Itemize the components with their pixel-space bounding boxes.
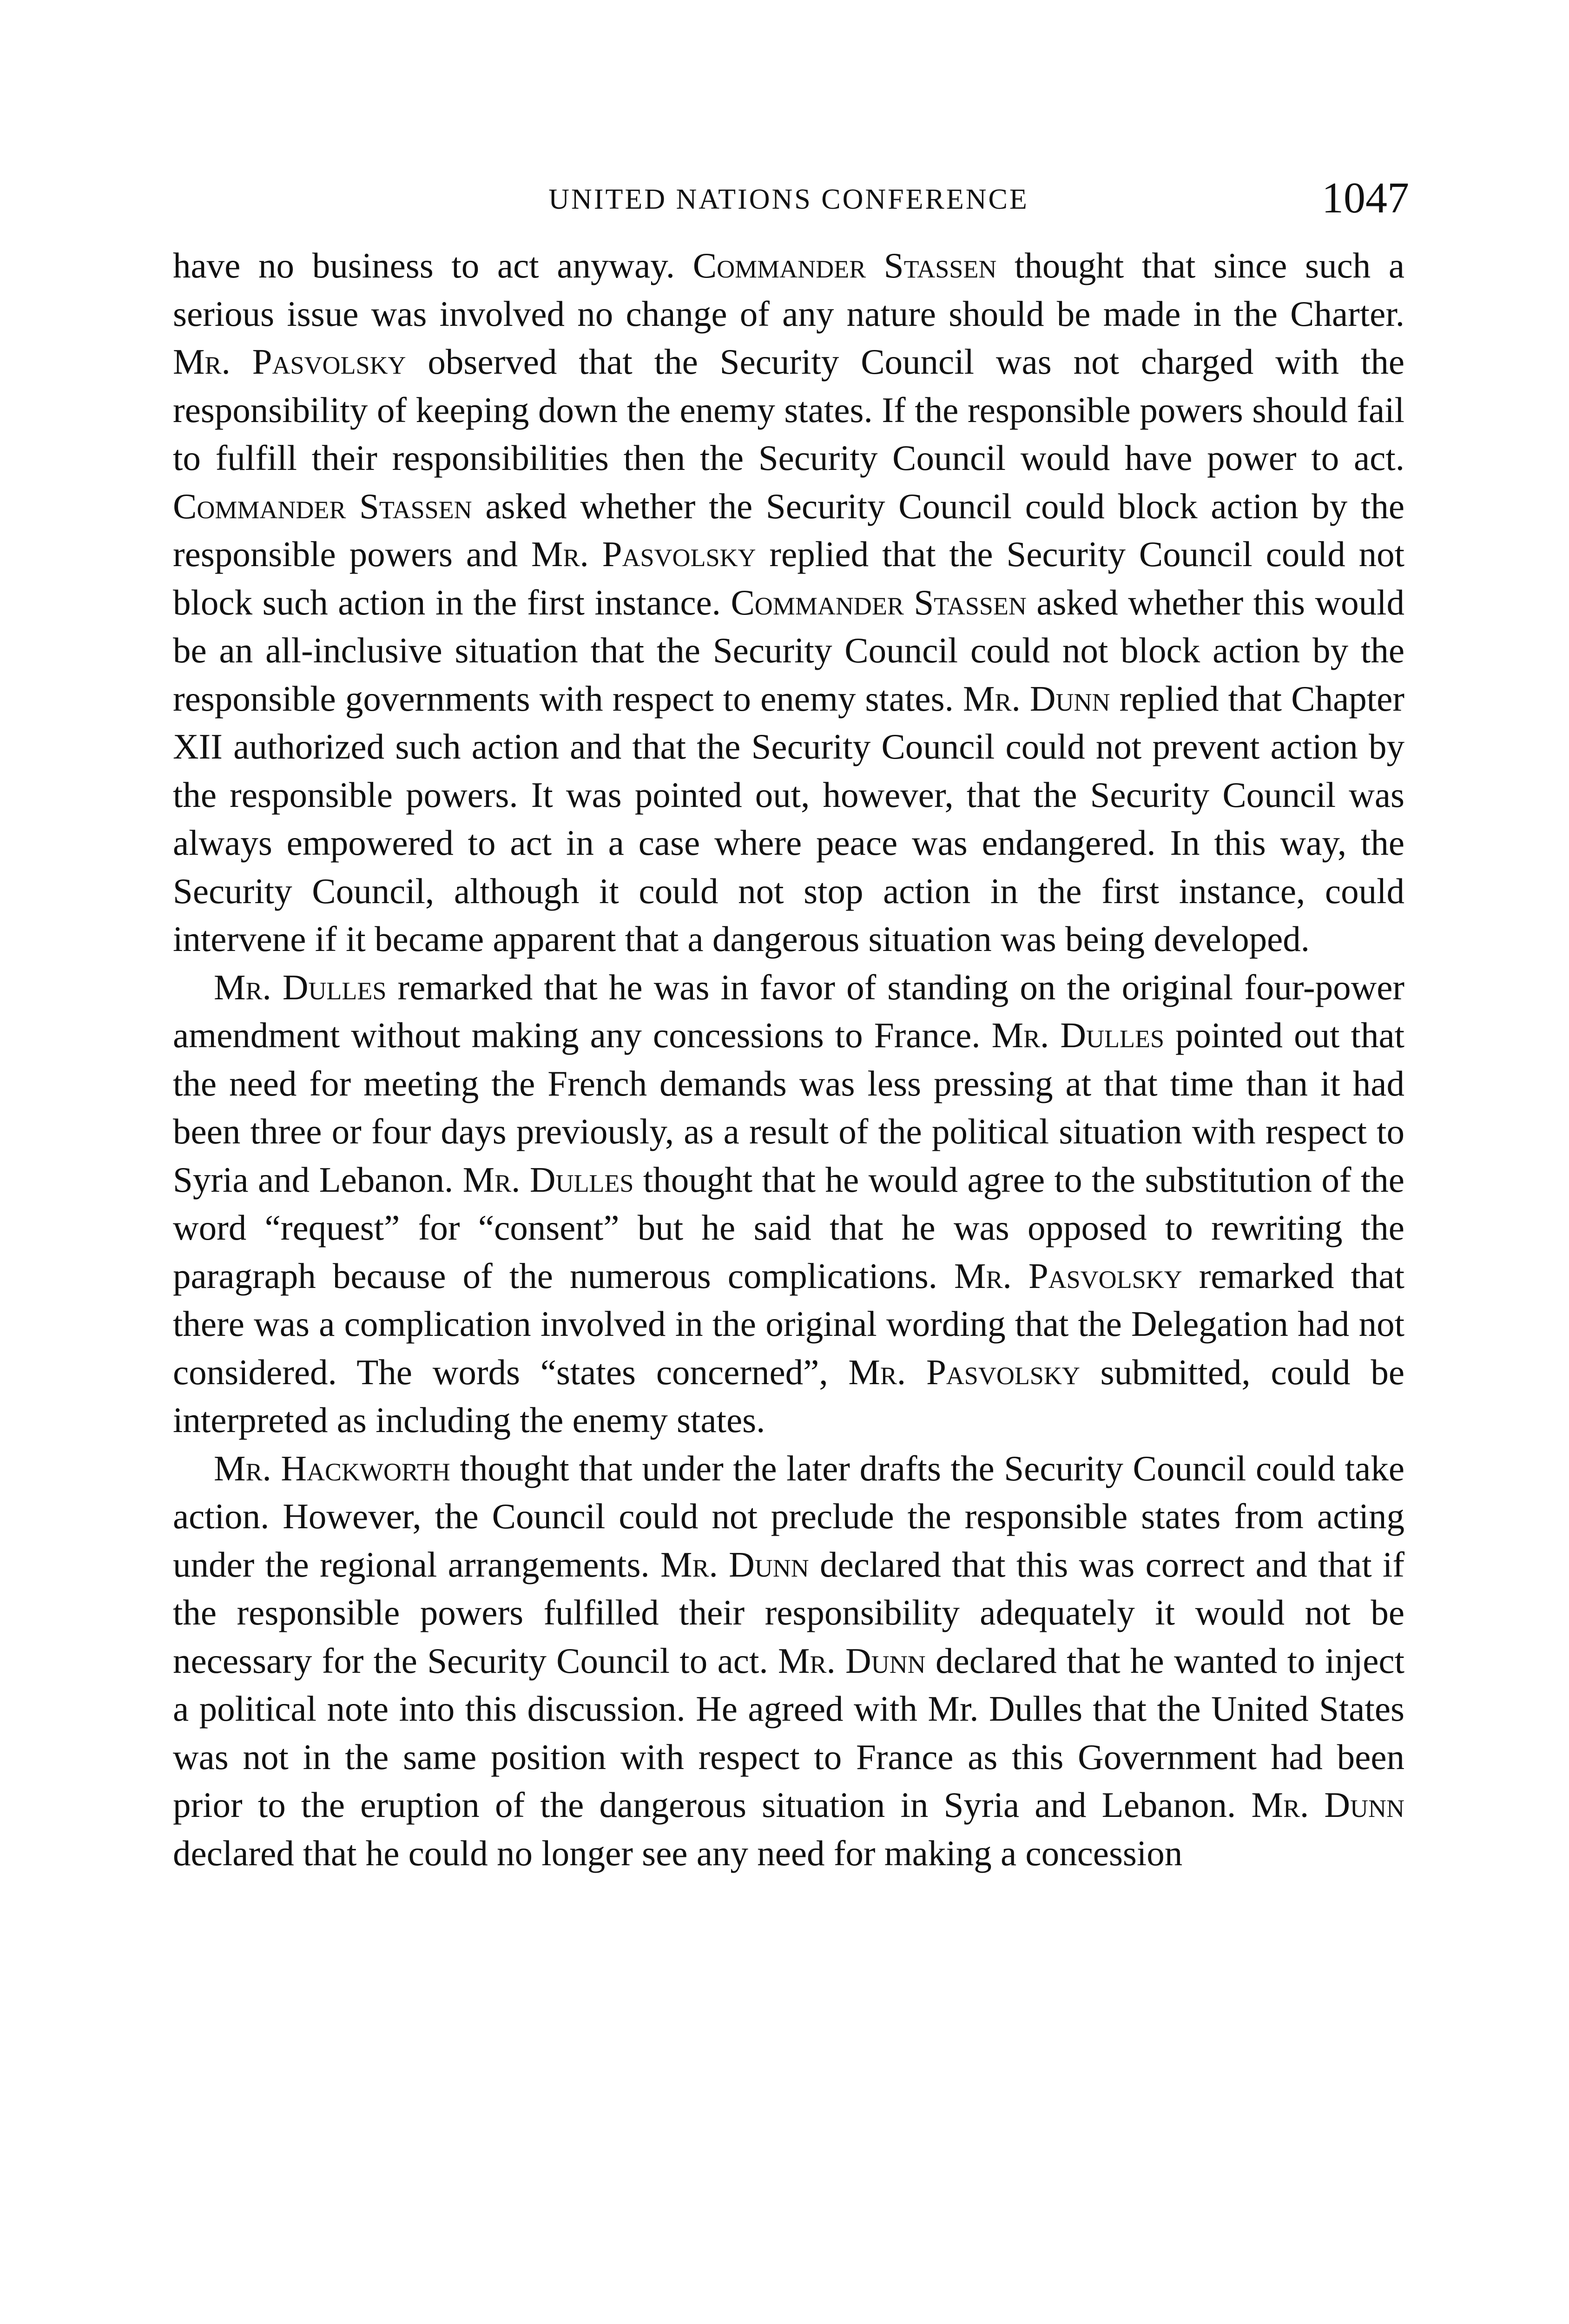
text-run: thought that since such a serious issue was involved no change of any nature should be made in the Charter. (173, 245, 1404, 334)
text-run: declared that he could no longer see any need for making a concession (173, 1833, 1183, 1873)
text-run: have no business to act anyway. (173, 245, 693, 285)
speaker-name: Mr. Hackworth (214, 1448, 450, 1488)
speaker-name: Mr. Dulles (991, 1015, 1164, 1055)
speaker-name: Commander Stassen (173, 486, 472, 526)
speaker-name: Mr. Dulles (462, 1159, 634, 1200)
speaker-name: Mr. Dulles (214, 967, 387, 1007)
speaker-name: Mr. Dunn (660, 1544, 809, 1585)
page-number: 1047 (1322, 174, 1409, 222)
text-run: declared that this was correct and that if the responsible powers fulfilled their responsibility adequately it would not be necessary for the Security Council to act. (173, 1544, 1404, 1681)
speaker-name: Mr. Pasvolsky (531, 534, 756, 574)
speaker-name: Mr. Pasvolsky (954, 1255, 1182, 1296)
text-run: pointed out that the need for meeting the French demands was less pressing at that time than it had been three or four days previously, as a result of the political situation with respect to Syria and Lebanon. (173, 1015, 1405, 1200)
text-run: thought that under the later drafts the Security Council could take action. However, the Council could not preclude the responsible states from acting under the regional arrangements. (173, 1448, 1404, 1585)
text-run: thought that he would agree to the substitution of the word “request” for “consent” but he said that he was opposed to rewriting the paragraph because of the numerous complications. (173, 1159, 1404, 1296)
speaker-name: Mr. Pasvolsky (848, 1352, 1080, 1392)
text-run: asked whether this would be an all-inclusive situation that the Security Council could not block action by the responsible governments with respect to enemy states. (173, 582, 1404, 719)
speaker-name: Mr. Dunn (778, 1640, 926, 1681)
speaker-name: Mr. Dunn (963, 678, 1110, 719)
text-run: submitted, could be interpreted as including the enemy states. (173, 1352, 1405, 1440)
running-title: UNITED NATIONS CONFERENCE (548, 184, 1029, 215)
speaker-name: Commander Stassen (692, 245, 997, 285)
text-run: remarked that there was a complication involved in the original wording that the Delegation had not considered. The words “states concerned”, (173, 1255, 1404, 1392)
text-run: observed that the Security Council was not charged with the responsibility of keeping down the enemy states. If the responsible powers should fail to fulfill their responsibilities then the Security Council would have power to act. (173, 342, 1404, 478)
speaker-name: Mr. Pasvolsky (173, 342, 406, 382)
speaker-name: Mr. Dunn (1251, 1785, 1404, 1825)
text-run: replied that the Security Council could not block such action in the first instance. (173, 534, 1404, 622)
text-run: replied that Chapter XII authorized such action and that the Security Council could not prevent action by the responsible powers. It was pointed out, however, that the Security Council was always empowered to act in a case where peace was endangered. In this way, the Security Council, although it could not stop action in the first instance, could intervene if it became apparent that a dangerous situation was being developed. (173, 678, 1404, 959)
paragraph (173, 242, 1404, 964)
paragraph (173, 1445, 1404, 1878)
text-run: asked whether the Security Council could block action by the responsible powers and (173, 486, 1404, 574)
paragraph (173, 964, 1404, 1445)
text-run: remarked that he was in favor of standing on the original four-power amendment without making any concessions to France. (173, 967, 1405, 1055)
speaker-name: Commander Stassen (731, 582, 1027, 622)
text-run: declared that he wanted to inject a political note into this discussion. He agreed with Mr. Dulles that the United States was not in the same position with respect to France as this Government had been prior to the eruption of the dangerous situation in Syria and Lebanon. (173, 1640, 1404, 1825)
body-text (173, 242, 1404, 1877)
running-head (173, 173, 1409, 224)
